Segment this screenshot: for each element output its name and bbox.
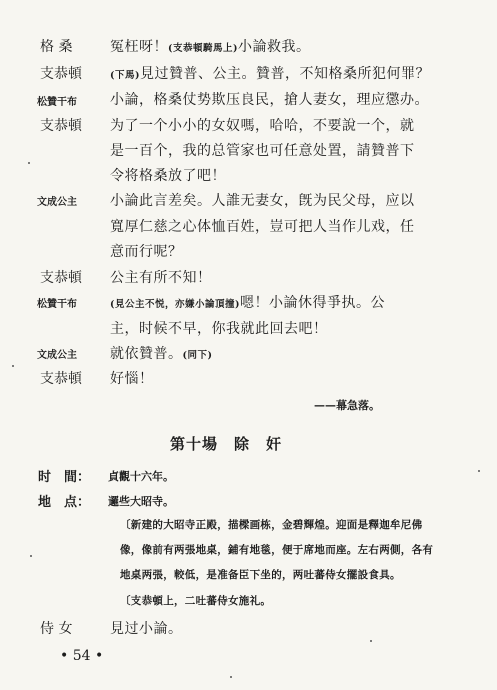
dialogue-text (110, 343, 213, 363)
page-number: • 54 • (60, 648, 104, 664)
dialogue-text: 好惱！ (110, 371, 154, 387)
stage-direction: (同下) (182, 350, 213, 361)
dialogue-text: 公主有所不知！ (110, 270, 212, 286)
time-label: 时 間： (38, 470, 91, 485)
role-name: 支恭頓 (40, 270, 82, 286)
role-name: 格 桑 (40, 39, 73, 55)
dialogue-text-part: 見过贊普、公主。贊普，不知格桑所犯何罪？ (140, 66, 430, 82)
print-speck (230, 676, 232, 678)
dialogue-text-part: 小論救我。 (238, 39, 311, 55)
dialogue-text-cont: 是一百个，我的总管家也可任意处置，請贊普下 (110, 143, 415, 159)
dialogue-text-cont: 令将格桑放了吧！ (110, 168, 226, 184)
role-name: 侍 女 (40, 621, 73, 637)
print-speck (28, 162, 30, 164)
setting-line: 〔新建的大昭寺正殿，描樑画栋，金碧輝煌。迎面是釋迦牟尼佛 (120, 519, 423, 531)
dialogue-text-part: 就依贊普。 (110, 346, 183, 362)
dialogue-text-cont: 意而行呢？ (110, 244, 183, 260)
dialogue-text: 小論此言差矣。人誰无妻女，旣为民父母，应以 (110, 193, 415, 209)
role-name: 支恭頓 (40, 118, 82, 134)
print-speck (12, 365, 14, 367)
dialogue-text: 小論，格桑仗势欺压良民，搶人妻女，理应懲办。 (110, 92, 429, 108)
role-name: 松贊干布 (37, 299, 77, 310)
dialogue-text-part: 冤枉呀！ (110, 39, 168, 55)
dialogue-text: 見过小論。 (110, 621, 183, 637)
time-value: 貞觀十六年。 (108, 470, 174, 483)
role-name: 支恭頓 (40, 66, 82, 82)
setting-line: 〔支恭頓上，二吐蕃侍女施礼。 (120, 595, 272, 607)
print-speck (370, 640, 372, 642)
dialogue-text (110, 36, 311, 56)
print-speck (478, 470, 480, 472)
setting-line: 地桌两張，較低，是准备臣下坐的，两吐蕃侍女擺設食具。 (120, 569, 401, 581)
dialogue-text-cont: 主，时候不早，你我就此回去吧！ (110, 321, 328, 337)
place-label: 地 点： (38, 495, 91, 510)
dialogue-text-cont: 寬厚仁慈之心体恤百姓，豈可把人当作儿戏，任 (110, 219, 415, 235)
dialogue-text: 为了一个小小的女奴嗎，哈哈，不要說一个，就 (110, 118, 415, 134)
stage-direction: (見公主不悦，亦嫌小論頂撞) (110, 299, 240, 310)
role-name: 松贊干布 (37, 97, 77, 108)
place-value: 邏些大昭寺。 (108, 495, 174, 508)
print-speck (30, 555, 32, 557)
dialogue-text (110, 63, 430, 83)
setting-line: 像，像前有两張地桌，鋪有地毯，便于席地而座。左右两側，各有 (120, 544, 434, 556)
role-name: 支恭頓 (40, 371, 82, 387)
role-name: 文成公主 (37, 350, 77, 361)
scene-title: 第十場 除 奸 (170, 435, 283, 453)
dialogue-text (110, 292, 385, 312)
curtain-note: ——幕急落。 (314, 399, 380, 412)
role-name: 文成公主 (37, 197, 77, 208)
dialogue-text-part: 嗯！小論休得爭执。公 (240, 295, 385, 311)
stage-direction: (支恭頓騎馬上) (168, 43, 238, 54)
stage-direction: (下馬) (110, 70, 140, 81)
